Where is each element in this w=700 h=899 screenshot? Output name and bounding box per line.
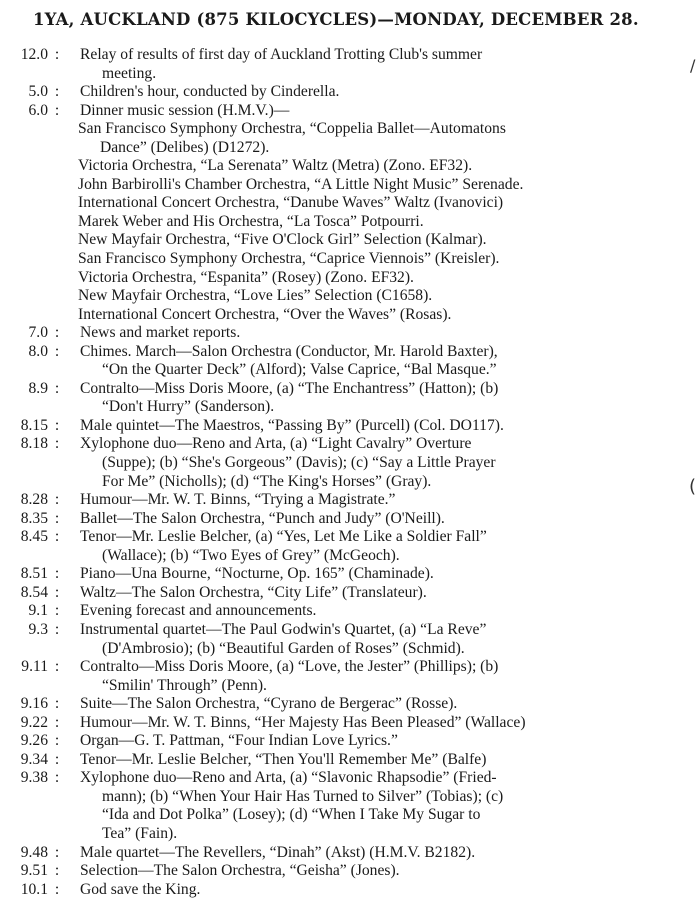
time-separator: : — [54, 509, 60, 527]
entry-time: 12.0 — [20, 46, 48, 63]
program-entry — [0, 844, 700, 863]
description-line: Humour—Mr. W. T. Binns, “Her Majesty Has Been Pleased” (Wallace) — [80, 713, 526, 731]
entry-time: 9.34 — [20, 750, 48, 768]
entry-time: 8.28 — [20, 491, 48, 509]
entry-description — [80, 732, 692, 751]
description-line: “Ida and Dot Polka” (Losey); (d) “When I Take My Sugar to — [102, 806, 481, 824]
entry-description — [80, 491, 692, 510]
dinner-music-item — [78, 120, 692, 157]
entry-time: 6.0 — [28, 101, 48, 119]
program-entry — [0, 695, 700, 714]
description-line: (Wallace); (b) “Two Eyes of Grey” (McGeoch). — [102, 546, 400, 564]
description-line: Chimes. March—Salon Orchestra (Conductor, Mr. Harold Baxter), — [80, 342, 498, 360]
entry-time: 9.16 — [20, 695, 48, 713]
entry-time: 9.48 — [20, 843, 48, 861]
program-entry — [0, 102, 700, 121]
entry-description — [80, 435, 692, 491]
entry-time: 9.51 — [20, 862, 48, 880]
entry-description — [80, 862, 692, 881]
entry-time: 8.54 — [20, 583, 48, 601]
program-entry — [0, 83, 700, 102]
program-entry — [0, 380, 700, 417]
time-separator: : — [54, 101, 60, 119]
program-entry — [0, 769, 700, 843]
program-entry — [0, 565, 700, 584]
entry-description — [80, 751, 692, 770]
description-line: Tenor—Mr. Leslie Belcher, “Then You'll Remember Me” (Balfe) — [80, 750, 487, 768]
dinner-music-item — [78, 250, 692, 269]
program-entry — [0, 510, 700, 529]
entry-description — [80, 695, 692, 714]
entry-description — [80, 621, 692, 658]
program-entry — [0, 658, 700, 695]
entry-time: 9.3 — [28, 620, 48, 638]
description-line: Piano—Una Bourne, “Nocturne, Op. 165” (Chaminade). — [80, 565, 434, 583]
dinner-music-item — [78, 176, 692, 195]
program-entry — [0, 435, 700, 491]
entry-description — [80, 881, 692, 899]
description-line: “Smilin' Through” (Penn). — [102, 676, 267, 694]
description-line: Dinner music session (H.M.V.)— — [80, 101, 290, 119]
dinner-music-line: New Mayfair Orchestra, “Love Lies” Selection (C1658). — [78, 287, 433, 305]
entry-description — [80, 510, 692, 529]
time-separator: : — [54, 843, 60, 861]
dinner-music-item — [78, 213, 692, 232]
description-line: Relay of results of first day of Auckland Trotting Club's summer — [80, 46, 483, 63]
description-line: Contralto—Miss Doris Moore, (a) “Love, the Jester” (Phillips); (b) — [80, 658, 499, 676]
time-separator: : — [54, 342, 60, 360]
program-listing — [0, 46, 700, 899]
dinner-music-line: International Concert Orchestra, “Over the Waves” (Rosas). — [78, 305, 452, 323]
description-line: Humour—Mr. W. T. Binns, “Trying a Magistrate.” — [80, 491, 396, 509]
description-line: Instrumental quartet—The Paul Godwin's Quartet, (a) “La Reve” — [80, 620, 487, 638]
program-entry — [0, 602, 700, 621]
description-line: Suite—The Salon Orchestra, “Cyrano de Bergerac” (Rosse). — [80, 695, 458, 713]
dinner-music-item — [78, 231, 692, 250]
dinner-music-item — [78, 306, 692, 325]
description-line: (Suppe); (b) “She's Gorgeous” (Davis); (c) “Say a Little Prayer — [102, 454, 496, 472]
program-entry — [0, 732, 700, 751]
entry-time: 8.51 — [20, 565, 48, 583]
description-line: mann); (b) “When Your Hair Has Turned to Silver” (Tobias); (c) — [102, 787, 504, 805]
time-separator: : — [54, 491, 60, 509]
time-separator: : — [54, 416, 60, 434]
entry-description — [80, 769, 692, 843]
entry-time: 9.11 — [21, 658, 48, 676]
description-line: Children's hour, conducted by Cinderella. — [80, 83, 340, 101]
program-entry — [0, 862, 700, 881]
margin-mark-middle: ( — [689, 476, 697, 497]
entry-time: 9.1 — [28, 602, 48, 620]
entry-description — [80, 528, 692, 565]
time-separator: : — [54, 435, 60, 453]
dinner-music-line: Dance” (Delibes) (D1272). — [100, 138, 270, 156]
dinner-music-line: San Francisco Symphony Orchestra, “Coppelia Ballet—Automatons — [78, 120, 506, 138]
description-line: meeting. — [102, 64, 157, 82]
entry-description — [80, 565, 692, 584]
entry-description — [80, 380, 692, 417]
entry-description — [80, 602, 692, 621]
time-separator: : — [54, 379, 60, 397]
description-line: Tenor—Mr. Leslie Belcher, (a) “Yes, Let Me Like a Soldier Fall” — [80, 528, 487, 546]
entry-time: 9.22 — [20, 713, 48, 731]
program-entry — [0, 881, 700, 899]
description-line: Waltz—The Salon Orchestra, “City Life” (Translateur). — [80, 583, 427, 601]
time-separator: : — [54, 602, 60, 620]
description-line: Tea” (Fain). — [102, 824, 178, 842]
description-line: “Don't Hurry” (Sanderson). — [102, 398, 275, 416]
dinner-music-line: Victoria Orchestra, “La Serenata” Waltz (Metra) (Zono. EF32). — [78, 157, 473, 175]
time-separator: : — [54, 324, 60, 342]
description-line: News and market reports. — [80, 324, 241, 342]
program-entry — [0, 528, 700, 565]
program-entry — [0, 621, 700, 658]
program-entry — [0, 46, 700, 83]
description-line: For Me” (Nicholls); (d) “The King's Horses” (Gray). — [102, 472, 432, 490]
entry-time: 9.26 — [20, 732, 48, 750]
margin-mark-top: / — [690, 56, 696, 75]
entry-description — [80, 658, 692, 695]
time-separator: : — [54, 732, 60, 750]
time-separator: : — [54, 713, 60, 731]
dinner-music-line: San Francisco Symphony Orchestra, “Caprice Viennois” (Kreisler). — [78, 250, 500, 268]
program-entry — [0, 324, 700, 343]
description-line: Male quintet—The Maestros, “Passing By” (Purcell) (Col. DO117). — [80, 416, 504, 434]
time-separator: : — [54, 83, 60, 101]
dinner-music-list — [78, 120, 692, 324]
entry-time: 7.0 — [28, 324, 48, 342]
station-heading: 1YA, AUCKLAND (875 KILOCYCLES)—MONDAY, DECEMBER 28. — [33, 10, 639, 29]
time-separator: : — [54, 750, 60, 768]
program-entry — [0, 417, 700, 436]
program-entry — [0, 491, 700, 510]
entry-time: 8.18 — [20, 435, 48, 453]
dinner-music-line: John Barbirolli's Chamber Orchestra, “A Little Night Music” Serenade. — [78, 175, 524, 193]
time-separator: : — [54, 880, 60, 898]
entry-time: 9.38 — [20, 769, 48, 787]
entry-time: 8.45 — [20, 528, 48, 546]
time-separator: : — [54, 46, 60, 63]
entry-description — [80, 324, 692, 343]
entry-description — [80, 83, 692, 102]
dinner-music-line: Marek Weber and His Orchestra, “La Tosca” Potpourri. — [78, 212, 424, 230]
time-separator: : — [54, 862, 60, 880]
description-line: Ballet—The Salon Orchestra, “Punch and Judy” (O'Neill). — [80, 509, 445, 527]
description-line: (D'Ambrosio); (b) “Beautiful Garden of Roses” (Schmid). — [102, 639, 465, 657]
description-line: Evening forecast and announcements. — [80, 602, 317, 620]
dinner-music-item — [78, 269, 692, 288]
entry-time: 5.0 — [28, 83, 48, 101]
entry-description — [80, 417, 692, 436]
dinner-music-item — [78, 287, 692, 306]
description-line: Xylophone duo—Reno and Arta, (a) “Slavonic Rhapsodie” (Fried- — [80, 769, 497, 787]
program-entry — [0, 751, 700, 770]
entry-description — [80, 844, 692, 863]
entry-time: 8.0 — [28, 342, 48, 360]
dinner-music-line: International Concert Orchestra, “Danube Waves” Waltz (Ivanovici) — [78, 194, 504, 212]
program-entry — [0, 584, 700, 603]
time-separator: : — [54, 658, 60, 676]
description-line: God save the King. — [80, 880, 201, 898]
time-separator: : — [54, 769, 60, 787]
time-separator: : — [54, 583, 60, 601]
entry-time: 8.35 — [20, 509, 48, 527]
entry-description — [80, 46, 692, 83]
entry-description — [80, 584, 692, 603]
time-separator: : — [54, 565, 60, 583]
entry-description — [80, 102, 692, 121]
description-line: Selection—The Salon Orchestra, “Geisha” (Jones). — [80, 862, 400, 880]
description-line: Xylophone duo—Reno and Arta, (a) “Light Cavalry” Overture — [80, 435, 472, 453]
dinner-music-item — [78, 157, 692, 176]
dinner-music-line: Victoria Orchestra, “Espanita” (Rosey) (Zono. EF32). — [78, 268, 414, 286]
program-entry — [0, 343, 700, 380]
entry-time: 8.15 — [20, 416, 48, 434]
description-line: Contralto—Miss Doris Moore, (a) “The Enchantress” (Hatton); (b) — [80, 379, 499, 397]
time-separator: : — [54, 695, 60, 713]
time-separator: : — [54, 620, 60, 638]
program-entry — [0, 714, 700, 733]
description-line: Organ—G. T. Pattman, “Four Indian Love Lyrics.” — [80, 732, 398, 750]
description-line: “On the Quarter Deck” (Alford); Valse Caprice, “Bal Masque.” — [102, 361, 497, 379]
entry-description — [80, 714, 692, 733]
entry-time: 10.1 — [20, 880, 48, 898]
dinner-music-item — [78, 194, 692, 213]
entry-time: 8.9 — [28, 379, 48, 397]
time-separator: : — [54, 528, 60, 546]
entry-description — [80, 343, 692, 380]
description-line: Male quartet—The Revellers, “Dinah” (Akst) (H.M.V. B2182). — [80, 843, 476, 861]
dinner-music-line: New Mayfair Orchestra, “Five O'Clock Girl” Selection (Kalmar). — [78, 231, 487, 249]
